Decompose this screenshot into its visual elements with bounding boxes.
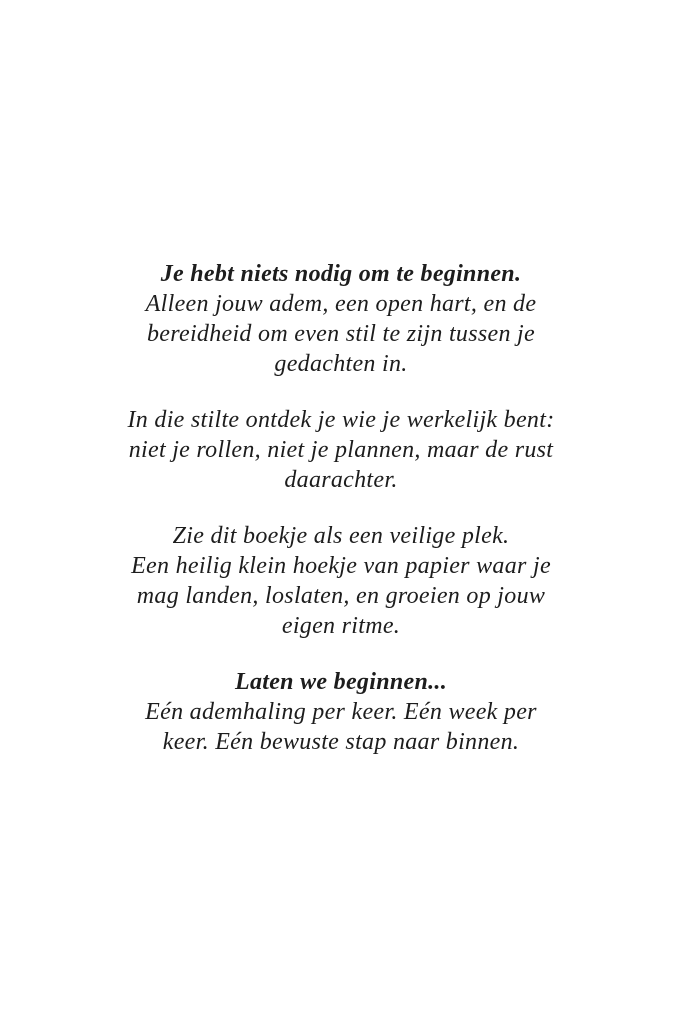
paragraph-intro <box>146 259 537 379</box>
text-line: gedachten in. <box>274 351 408 377</box>
text-line: keer. Eén bewuste stap naar binnen. <box>162 729 520 755</box>
text-line: niet je rollen, niet je plannen, maar de rust <box>128 437 554 463</box>
text-line: Zie dit boekje als een veilige plek. <box>172 523 510 549</box>
text-line: In die stilte ontdek je wie je werkelijk bent: <box>127 407 555 433</box>
text-line: Eén ademhaling per keer. Eén week per <box>145 699 537 725</box>
paragraph-boekje <box>131 521 551 641</box>
text-line: mag landen, loslaten, en groeien op jouw <box>136 583 546 609</box>
text-line: Je hebt niets nodig om te beginnen. <box>160 261 522 287</box>
text-line: Alleen jouw adem, een open hart, en de <box>145 291 537 317</box>
paragraph-stilte <box>128 405 555 495</box>
text-line: Laten we beginnen... <box>234 669 447 695</box>
text-line: eigen ritme. <box>281 613 401 639</box>
text-line: bereidheid om even stil te zijn tussen je <box>146 321 535 347</box>
text-line: Een heilig klein hoekje van papier waar je <box>131 553 551 579</box>
text-line: daarachter. <box>284 467 398 493</box>
paragraph-beginnen <box>145 667 537 757</box>
